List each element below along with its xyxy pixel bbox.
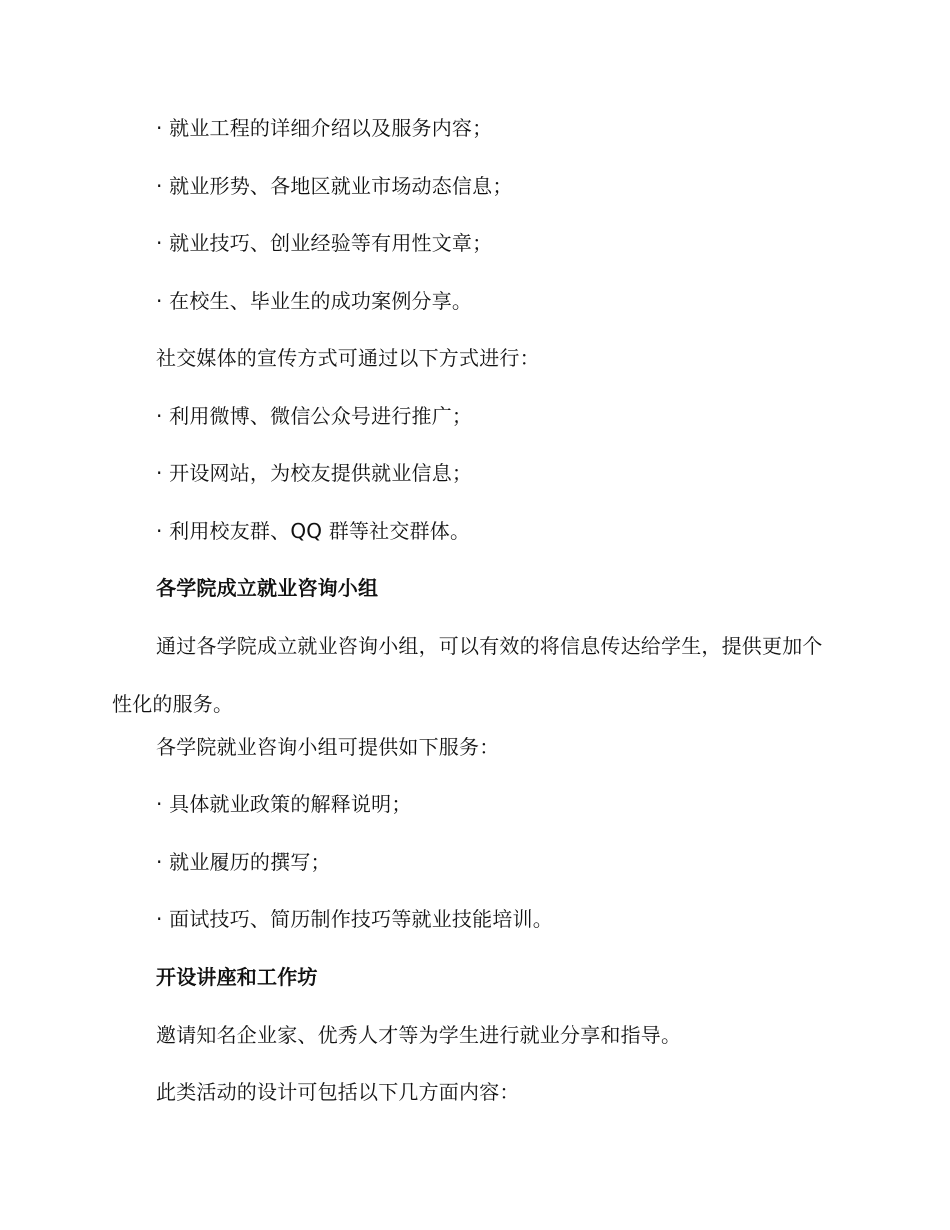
- bullet-item: · 就业工程的详细介绍以及服务内容；: [156, 116, 493, 140]
- paragraph: 通过各学院成立就业咨询小组，可以有效的将信息传达给学生，提供更加个性化的服务。: [112, 634, 823, 716]
- paragraph: 邀请知名企业家、优秀人才等为学生进行就业分享和指导。: [156, 1023, 682, 1047]
- bullet-item: · 利用微博、微信公众号进行推广；: [156, 404, 473, 428]
- paragraph: 此类活动的设计可包括以下几方面内容：: [156, 1080, 520, 1104]
- bullet-item: · 就业形势、各地区就业市场动态信息；: [156, 174, 513, 198]
- paragraph: 社交媒体的宣传方式可通过以下方式进行：: [156, 346, 540, 370]
- bullet-item: · 利用校友群、QQ 群等社交群体。: [156, 519, 471, 543]
- bullet-item: · 就业技巧、创业经验等有用性文章；: [156, 231, 493, 255]
- bullet-item: · 就业履历的撰写；: [156, 850, 331, 874]
- paragraph: 各学院就业咨询小组可提供如下服务：: [156, 735, 500, 759]
- section-heading: 开设讲座和工作坊: [156, 965, 318, 989]
- bullet-item: · 具体就业政策的解释说明；: [156, 792, 412, 816]
- bullet-item: · 面试技巧、简历制作技巧等就业技能培训。: [156, 907, 553, 931]
- bullet-item: · 在校生、毕业生的成功案例分享。: [156, 289, 473, 313]
- bullet-item: · 开设网站，为校友提供就业信息；: [156, 461, 473, 485]
- section-heading: 各学院成立就业咨询小组: [156, 576, 379, 600]
